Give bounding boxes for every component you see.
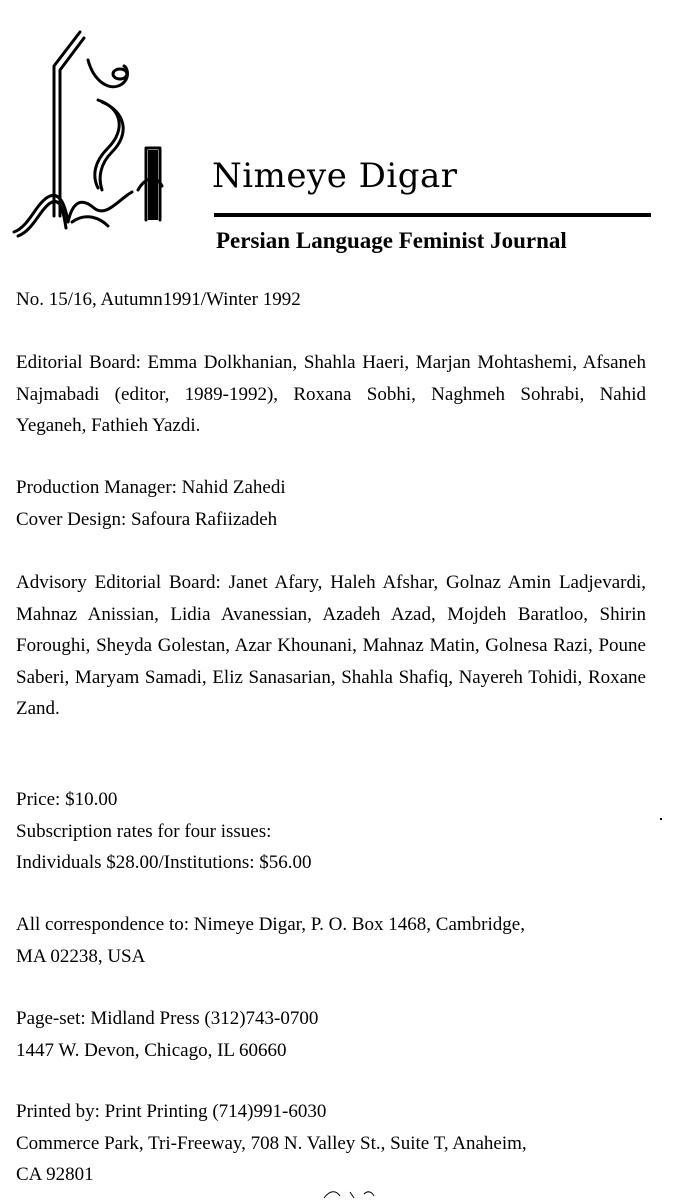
page-set-line-1: Page-set: Midland Press (312)743-0700 (16, 1008, 319, 1029)
pricing-block (16, 784, 646, 879)
correspondence-line-1: All correspondence to: Nimeye Digar, P. O. Box 1468, Cambridge, (16, 914, 525, 935)
subscription-rates: Individuals $28.00/Institutions: $56.00 (16, 852, 312, 873)
production-manager: Production Manager: Nahid Zahedi (16, 477, 286, 498)
title-rule (214, 213, 651, 217)
issue-number: No. 15/16, Autumn1991/Winter 1992 (16, 289, 301, 310)
correspondence-block (16, 909, 646, 972)
printer-line-3: CA 92801 (16, 1164, 94, 1185)
advisory-board: Advisory Editorial Board: Janet Afary, Haleh Afshar, Golnaz Amin Ladjevardi, Mahnaz Anissian, Lidia Avanessian, Azadeh Azad, Mojdeh Baratloo, Shirin Foroughi, Sheyda Golestan, Azar Khounani, Mahnaz Matin, Golnesa Razi, Poune Saberi, Maryam Samadi, Eliz Sanasarian, Shahla Shafiq, Nayereh Tohidi, Roxane Zand. (16, 572, 646, 719)
scan-artifact (320, 1186, 390, 1200)
scan-dot (660, 818, 662, 820)
correspondence-line-2: MA 02238, USA (16, 945, 146, 967)
page-set-block (16, 1003, 646, 1066)
subscription-label: Subscription rates for four issues: (16, 820, 272, 842)
printer-line-2: Commerce Park, Tri-Freeway, 708 N. Valley St., Suite T, Anaheim, (16, 1132, 527, 1154)
price: Price: $10.00 (16, 789, 118, 810)
journal-title: Nimeye Digar (212, 156, 458, 196)
printer-line-1: Printed by: Print Printing (714)991-6030 (16, 1101, 327, 1122)
cover-design: Cover Design: Safoura Rafiizadeh (16, 508, 278, 530)
journal-logo (10, 26, 170, 240)
journal-subtitle: Persian Language Feminist Journal (216, 228, 567, 253)
production-credits (16, 472, 646, 535)
printer-block (16, 1096, 646, 1191)
editorial-board: Editorial Board: Emma Dolkhanian, Shahla Haeri, Marjan Mohtashemi, Afsaneh Najmabadi (editor, 1989-1992), Roxana Sobhi, Naghmeh Sohrabi, Nahid Yeganeh, Fathieh Yazdi. (16, 352, 646, 436)
page-set-line-2: 1447 W. Devon, Chicago, IL 60660 (16, 1039, 287, 1061)
